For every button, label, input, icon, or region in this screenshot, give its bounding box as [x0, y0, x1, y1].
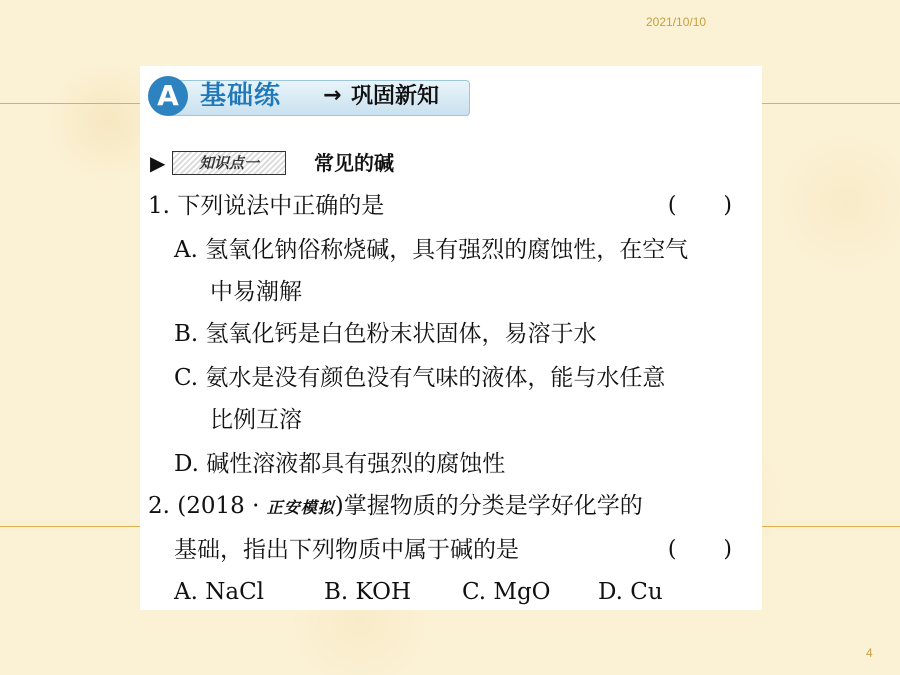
question-1-option-a: A. 氢氧化钠俗称烧碱，具有强烈的腐蚀性，在空气	[174, 237, 689, 263]
section-badge: A	[148, 76, 188, 116]
decorative-rule	[762, 103, 900, 104]
question-2-stem-line2: 基础，指出下列物质中属于碱的是	[174, 537, 519, 563]
question-2-option-a: A. NaCl	[174, 579, 265, 605]
section-header	[148, 76, 470, 116]
section-title: 基础练	[200, 81, 282, 111]
question-2-answer-paren: ( )	[667, 537, 752, 562]
question-1-answer-paren: ( )	[667, 193, 752, 218]
decorative-rule	[0, 103, 140, 104]
page-number: 4	[866, 646, 873, 660]
decorative-rule	[0, 526, 140, 527]
question-2-option-c: C. MgO	[462, 579, 551, 605]
slide-date: 2021/10/10	[646, 15, 707, 29]
question-2-option-b: B. KOH	[324, 579, 412, 605]
section-subtitle: 巩固新知	[351, 84, 440, 109]
question-2-stem-text: )掌握物质的分类是学好化学的	[334, 493, 643, 519]
question-1-option-a-cont: 中易潮解	[210, 279, 302, 305]
exercise-card	[140, 66, 762, 610]
triangle-right-icon: ▶	[150, 151, 166, 175]
question-2-number: 2. (2018 ·	[148, 493, 267, 519]
arrow-icon: →	[323, 83, 342, 108]
question-1-option-c-cont: 比例互溶	[210, 407, 302, 433]
question-2-stem	[148, 490, 643, 524]
question-1-option-c: C. 氨水是没有颜色没有气味的液体，能与水任意	[174, 365, 666, 391]
question-1-option-d: D. 碱性溶液都具有强烈的腐蚀性	[174, 451, 506, 477]
decorative-rule	[762, 526, 900, 527]
question-1-stem: 1. 下列说法中正确的是	[148, 193, 385, 219]
question-1-option-b: B. 氢氧化钙是白色粉末状固体，易溶于水	[174, 321, 597, 347]
question-2-option-d: D. Cu	[598, 579, 663, 605]
question-2-source: 正安模拟	[266, 498, 335, 517]
knowledge-point-title: 常见的碱	[314, 151, 394, 175]
knowledge-point-tag: 知识点一	[172, 151, 286, 175]
